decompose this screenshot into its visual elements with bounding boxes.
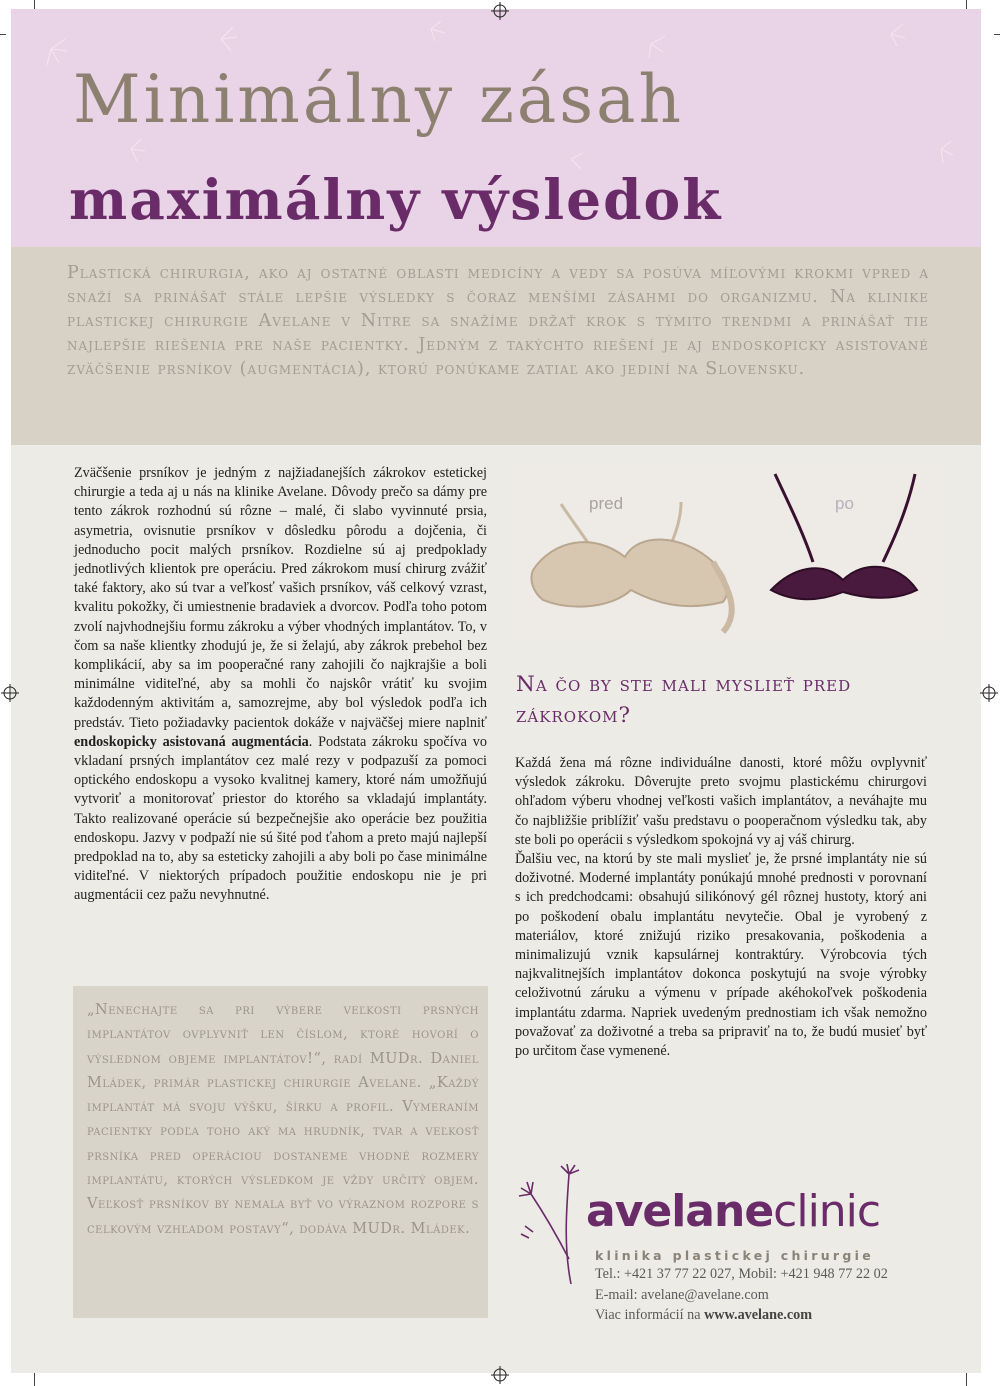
before-label: pred (589, 494, 624, 513)
flyer-page (11, 9, 981, 1373)
contact-email: E-mail: avelane@avelane.com (595, 1286, 769, 1303)
registration-mark-icon (980, 684, 998, 702)
crop-mark (0, 34, 6, 35)
dandelion-logo-icon (511, 1164, 591, 1294)
clinic-tagline: klinika plastickej chirurgie (595, 1248, 874, 1263)
bra-illustration-icon (513, 462, 931, 640)
registration-mark-icon (491, 2, 509, 20)
contact-info (595, 1264, 975, 1326)
clinic-name (586, 1186, 880, 1237)
clinic-name-bold: avelane (586, 1186, 774, 1237)
website-link[interactable]: www.avelane.com (704, 1307, 813, 1323)
registration-mark-icon (1, 684, 19, 702)
before-after-photo (513, 462, 931, 640)
section-paragraph-2: Ďalšiu vec, na ktorú by ste mali myslieť je, že prsné implantáty nie sú doživotné. Moderné implantáty ponúkajú mnohé prednosti v porovnaní s ich predchodcami: obsahujú silikónový gél rôznej hustoty, ktorý ani po poškodení obalu implantátu nevytečie. Obal je vyrobený z materiálov, ktoré znižujú riziko presakovania, poškodenia a minimalizujú vznik kapsulárnej kontraktúry. Výrobcovia tých najkvalitnejších implantátov dokonca poskytujú na svoje výrobky celoživotnú záruku a výmenu v prípade akéhokoľvek poškodenia implantátu zdarma. Napriek uvedeným prednostiam ich však nemožno považovať za doživotné a treba sa pripraviť na to, že budú musieť byť po určitom čase vymenené. (515, 851, 927, 1060)
article-bold-phrase: endoskopicky asistovaná augmentácia (74, 733, 309, 750)
article-text-part-2: . Podstata zákroku spočíva vo vkladaní prsných implantátov cez malé rezy v podpazuší za pomoci optického endoskopu a vysoko kvalitnej kamery, ktoré nám umožňujú vytvoriť a monitorovať priestor do ktorého sa vkladajú implantáty. Takto realizované operácie sú bezpečnejšie ako operácie bez použitia endoskopu. Jazvy v podpaží nie sú šité pod ťahom a preto majú najlepší predpoklad na to, aby sa esteticky zahojili a aby boli po čase minimálne viditeľné. V niektorých prípadoch použitie endoskopu nie je pri augmentácii cez pažu nevyhnutné. (74, 733, 487, 904)
title-line-2: maximálny výsledok (69, 167, 723, 232)
quote-box (73, 986, 488, 1318)
title-header (11, 9, 981, 247)
article-text-part-1: Zväčšenie prsníkov je jedným z najžiadanejších zákrokov estetickej chirurgie a teda aj u nás na klinike Avelane. Dôvody prečo sa dámy pre tento zákrok rozhodnú sú rôzne – malé, či slabo vyvinnuté prsia, asymetria, ovisnutie prsníkov v dôsledku pôrodu a dojčenia, či jednoducho pocit malých prsníkov. Rozdielne sú aj predpoklady jednotlivých klientok pre operáciu. Pred zákrokom musí chirurg zvážiť také faktory, ako sú tvar a veľkosť vašich prsníkov, váš celkový vzrast, kvalitu pokožky, či umiestnenie bradaviek a dvorcov. Podľa toho potom zvolí najvhodnejšiu formu zákroku a výber vhodných implantátov. To, v čom sa naše klientky zhodujú je, že si želajú, aby zákrok prebehol bez komplikácií, aby sa im pooperačné rany zahojili čo najkrajšie a boli minimálne viditeľné, aby sa mohli čo najskôr vrátiť ku svojim každodenným aktivitám a, samozrejme, aby bol výsledok podľa ich predstáv. Tieto požiadavky pacientok dokáže v najväčšej miere naplniť (74, 465, 487, 731)
intro-paragraph: Plastická chirurgia, ako aj ostatné oblasti medicíny a vedy sa posúva míľovými krokmi vpred a snaží sa prinášať stále lepšie výsledky s čoraz menšími zásahmi do organizmu. Na klinike plastickej chirurgie Avelane v Nitre sa snažíme držať krok s týmito trendmi a prinášať tie najlepšie riešenia pre naše pacientky. Jedným z takýchto riešení je aj endoskopicky asistované zväčšenie prsníkov (augmentácia), ktorú ponúkame zatiaľ ako jediní na Slovensku. (67, 263, 929, 379)
intro-band (11, 247, 981, 445)
main-article-text (74, 464, 487, 906)
crop-mark (994, 34, 1000, 35)
title-line-1: Minimálny zásah (73, 61, 684, 138)
registration-mark-icon (491, 1366, 509, 1384)
quote-text: „Nenechajte sa pri výbere veľkosti prsných implantátov ovplyvniť len číslom, ktoré hovorí o výslednom objeme implantátov!“, radí MUDr. Daniel Mládek, primár plastickej chirurgie Avelane. „Každý implantát má svoju výšku, šírku a profil. Vymeraním pacientky podľa toho aký ma hrudník, tvar a veľkosť prsníka pred operáciou dostaneme vhodné rozmery implantátu, ktorých výsledkom je vždy určitý objem. Veľkosť prsníkov by nemala byť vo výraznom rozpore s celkovým vzhľadom postavy“, dodáva MUDr. Mládek. (87, 1002, 479, 1237)
after-label: po (835, 494, 854, 513)
section-paragraph-1: Každá žena má rôzne individuálne danosti, ktoré môžu ovplyvniť výsledok zákroku. Dôverujte preto svojmu plastickému chirurgovi ohľadom výberu vhodnej veľkosti vašich implantátov, a neváhajte mu čo najbližšie priblížiť vašu predstavu o pooperačnom výsledku tak, aby ste boli po operácii s výsledkom spokojná vy aj váš chirurg. (515, 755, 927, 848)
clinic-name-light: clinic (773, 1186, 881, 1237)
section-text (515, 754, 927, 1061)
contact-website-line (595, 1305, 975, 1326)
section-heading: Na čo by ste mali myslieť pred zákrokom? (516, 672, 852, 728)
contact-phone: Tel.: +421 37 77 22 027, Mobil: +421 948 77 22 02 (595, 1266, 888, 1282)
contact-website-prefix: Viac informácií na (595, 1307, 705, 1323)
